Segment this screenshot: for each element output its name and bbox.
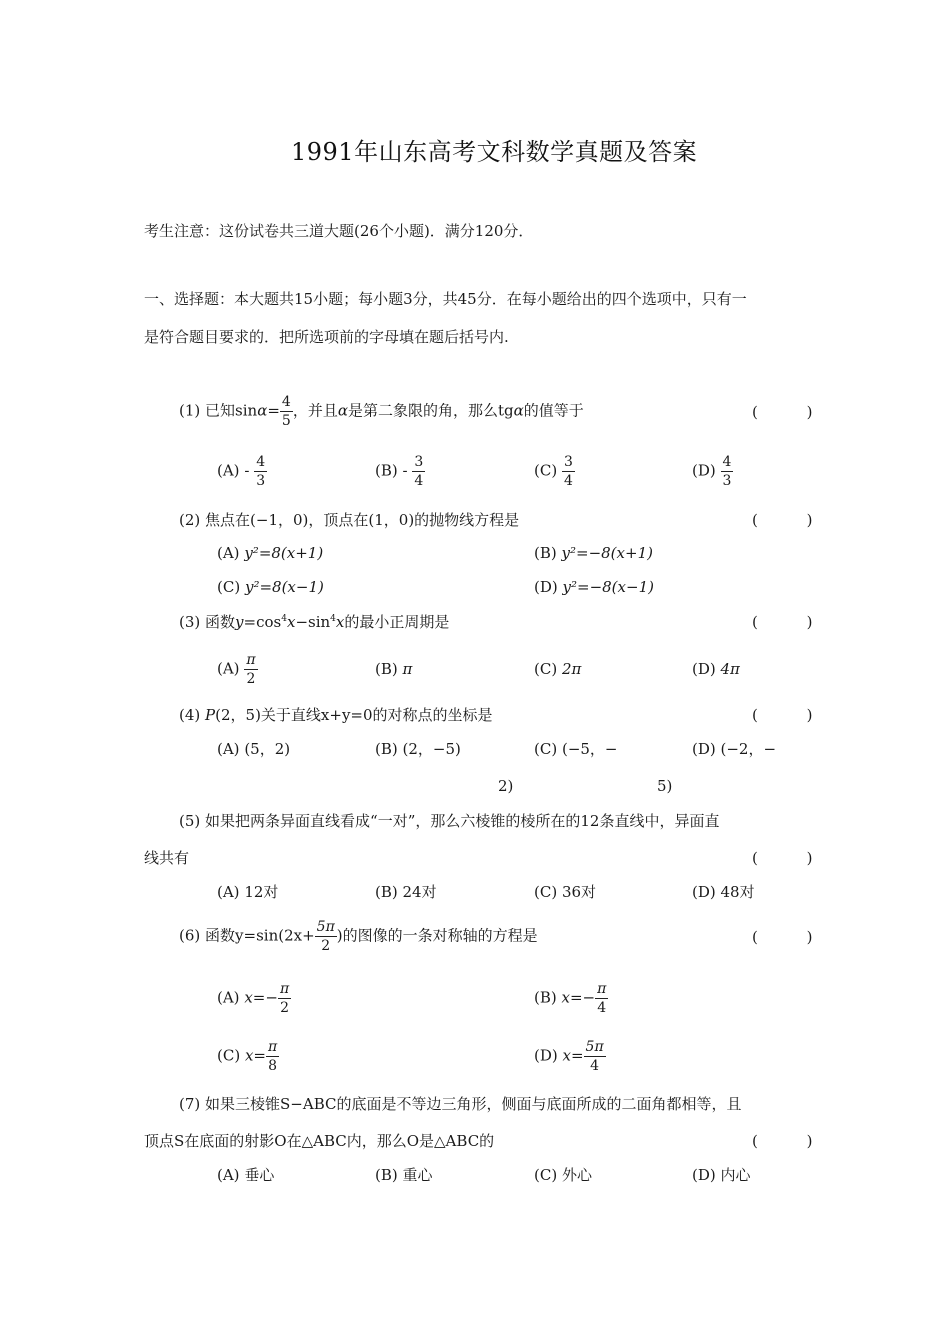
frac-den: 4 [597, 1000, 607, 1016]
q6-fraction [315, 918, 337, 955]
option-text: y²=8(x−1) [244, 578, 324, 596]
q1-answer-blank: ( ) [752, 403, 835, 421]
frac-den: 4 [563, 473, 573, 489]
option-label: (C) [534, 740, 558, 758]
frac-den: 3 [722, 473, 732, 489]
question-6 [179, 918, 538, 955]
option-sign: - [402, 461, 408, 480]
option-text: y²=−8(x+1) [561, 544, 653, 562]
option-label: (D) [692, 883, 716, 901]
q3-option-b [375, 659, 412, 679]
option-label: (C) [217, 578, 241, 596]
option-text: 4π [720, 660, 740, 678]
section1-line1: 一、选择题：本大题共15小题；每小题3分，共45分．在每小题给出的四个选项中，只有一 [144, 290, 747, 308]
option-text: 12对 [244, 883, 279, 901]
option-label: (C) [534, 1166, 558, 1184]
q3-power2: 4 [330, 614, 336, 624]
q6-option-c [217, 1038, 279, 1075]
frac-num: 3 [563, 454, 573, 470]
q1-mid: ，并且 [292, 401, 338, 420]
q7-option-a [217, 1165, 274, 1185]
option-fraction [721, 453, 734, 490]
q1-option-a [217, 453, 267, 490]
option-label: (A) [217, 544, 240, 562]
q1-eq: = [267, 401, 280, 420]
frac-num: 5π [316, 919, 335, 935]
q2-option-a [217, 543, 323, 563]
q5-number: (5) [179, 812, 201, 830]
option-label: (B) [375, 740, 398, 758]
option-label: (C) [217, 1046, 241, 1065]
q4-answer-blank: ( ) [752, 706, 835, 724]
option-text: (−5，− [561, 740, 618, 758]
q4-option-d-wrap: 5) [657, 777, 673, 795]
q1-alpha3: α [513, 401, 524, 420]
frac-num: π [268, 1039, 278, 1055]
exam-notice: 考生注意：这份试卷共三道大题(26个小题)．满分120分． [144, 222, 534, 240]
frac-den: 8 [268, 1058, 278, 1074]
q7-option-c [534, 1165, 592, 1185]
q3-post: 的最小正周期是 [344, 613, 450, 631]
option-text: y²=8(x+1) [244, 544, 324, 562]
question-5 [179, 811, 719, 831]
frac-num: 5π [585, 1039, 604, 1055]
q4-text: (2，5)关于直线x+y=0的对称点的坐标是 [215, 706, 493, 724]
frac-num: π [279, 981, 290, 997]
q2-answer-blank: ( ) [752, 511, 835, 529]
option-fraction [244, 651, 257, 688]
q2-text: 焦点在(−1，0)，顶点在(1，0)的抛物线方程是 [205, 511, 520, 529]
q7-number: (7) [179, 1095, 201, 1113]
option-label: (C) [534, 883, 558, 901]
q3-option-c [534, 659, 581, 679]
q6-number: (6) [179, 926, 201, 945]
q2-option-c [217, 577, 324, 597]
option-label: (D) [534, 578, 558, 596]
option-pre: x=− [561, 988, 596, 1007]
option-text: 垂心 [244, 1166, 275, 1184]
option-text: 24对 [402, 883, 437, 901]
option-fraction [412, 453, 425, 490]
section1-line2: 是符合题目要求的．把所选项前的字母填在题后括号内. [144, 328, 509, 346]
option-label: (D) [534, 1046, 558, 1065]
option-fraction [595, 980, 608, 1017]
option-label: (B) [534, 544, 557, 562]
q3-cos: =cos [243, 613, 282, 631]
q5-answer-blank: ( ) [752, 849, 835, 867]
q1-option-c [534, 453, 575, 490]
option-fraction [254, 453, 267, 490]
q5-option-b [375, 882, 437, 902]
q3-x1: x [286, 613, 296, 631]
q7-option-b [375, 1165, 433, 1185]
option-fraction [562, 453, 575, 490]
option-label: (B) [375, 461, 398, 480]
option-label: (A) [217, 740, 240, 758]
q5-line1: 如果把两条异面直线看成“一对”，那么六棱锥的棱所在的12条直线中，异面直 [205, 812, 720, 830]
option-pre: x=− [244, 988, 278, 1007]
q4-number: (4) [179, 706, 201, 724]
frac-num: 4 [256, 454, 266, 470]
option-text: (5，2) [244, 740, 291, 758]
question-1 [179, 393, 584, 430]
option-text: (−2，− [720, 740, 777, 758]
q1-option-b [375, 453, 425, 490]
q7-option-d [692, 1165, 751, 1185]
option-text: 2π [561, 660, 582, 678]
option-text: 36对 [561, 883, 597, 901]
option-fraction [278, 980, 291, 1017]
option-label: (B) [375, 883, 398, 901]
option-text: π [402, 660, 413, 678]
q1-mid2: 是第二象限的角，那么tg [347, 401, 514, 420]
option-label: (D) [692, 740, 716, 758]
q5-option-a [217, 882, 278, 902]
option-label: (D) [692, 660, 716, 678]
q3-number: (3) [179, 613, 201, 631]
option-label: (B) [375, 660, 398, 678]
q3-option-d [692, 659, 740, 679]
question-3 [179, 612, 449, 632]
q7-line1: 如果三棱锥S−ABC的底面是不等边三角形，侧面与底面所成的二面角都相等，且 [205, 1095, 742, 1113]
q3-power1: 4 [281, 614, 287, 624]
option-label: (A) [217, 883, 240, 901]
q5-option-c [534, 882, 596, 902]
q4-option-a [217, 739, 290, 759]
q2-option-d [534, 577, 654, 597]
option-sign: - [244, 461, 250, 480]
question-4 [179, 705, 493, 725]
option-label: (C) [534, 461, 558, 480]
q1-frac-den: 5 [281, 413, 291, 429]
frac-den: 4 [590, 1058, 600, 1074]
q3-pre: 函数 [205, 613, 236, 631]
option-label: (D) [692, 461, 716, 480]
option-fraction [266, 1038, 279, 1075]
option-label: (B) [375, 1166, 398, 1184]
q1-frac-num: 4 [281, 394, 291, 410]
q7-line2: 顶点S在底面的射影O在△ABC内，那么O是△ABC的 [144, 1132, 495, 1150]
q4-option-d [692, 739, 776, 759]
option-text: 重心 [402, 1166, 433, 1184]
option-label: (A) [217, 659, 240, 678]
option-label: (A) [217, 988, 240, 1007]
option-label: (D) [692, 1166, 716, 1184]
option-text: 外心 [561, 1166, 592, 1184]
option-label: (B) [534, 988, 557, 1007]
q4-option-c-wrap: 2) [498, 777, 514, 795]
q3-y: y [235, 613, 244, 631]
q5-line2: 线共有 [144, 849, 190, 867]
q2-number: (2) [179, 511, 201, 529]
option-text: 48对 [720, 883, 755, 901]
q4-option-b [375, 739, 461, 759]
frac-num: π [246, 652, 256, 668]
q6-post: )的图像的一条对称轴的方程是 [336, 926, 538, 945]
q5-option-d [692, 882, 755, 902]
frac-num: π [597, 981, 607, 997]
question-2 [179, 510, 519, 530]
page-title: 1991年山东高考文科数学真题及答案 [291, 138, 698, 166]
q6-answer-blank: ( ) [752, 928, 835, 946]
q1-pre: 已知sin [205, 401, 258, 420]
option-label: (A) [217, 1166, 240, 1184]
q1-option-d [692, 453, 733, 490]
q1-alpha2: α [337, 401, 348, 420]
q6-option-a [217, 980, 291, 1017]
q3-answer-blank: ( ) [752, 613, 835, 631]
frac-den: 4 [414, 473, 424, 489]
frac-den: 2 [280, 1000, 289, 1016]
frac-den: 3 [256, 473, 266, 489]
option-text: 内心 [720, 1166, 751, 1184]
question-7 [179, 1094, 742, 1114]
q4-option-c [534, 739, 618, 759]
option-text: (2，−5) [402, 740, 461, 758]
frac-num: 4 [722, 454, 732, 470]
q1-alpha: α [257, 401, 268, 420]
q1-post: 的值等于 [523, 401, 584, 420]
q2-option-b [534, 543, 653, 563]
q3-x2: x [335, 613, 345, 631]
frac-den: 2 [246, 671, 256, 687]
option-label: (A) [217, 461, 240, 480]
q6-option-b [534, 980, 608, 1017]
option-fraction [584, 1038, 606, 1075]
frac-num: 3 [414, 454, 424, 470]
q7-answer-blank: ( ) [752, 1132, 835, 1150]
frac-den: 2 [321, 938, 331, 954]
option-label: (C) [534, 660, 558, 678]
option-pre: x= [562, 1046, 584, 1065]
q6-pre: 函数y=sin(2x+ [205, 926, 315, 945]
q4-point: P [205, 706, 216, 724]
q1-number: (1) [179, 401, 201, 420]
q1-fraction [280, 393, 293, 430]
option-pre: x= [244, 1046, 266, 1065]
q3-sin: −sin [295, 613, 331, 631]
option-text: y²=−8(x−1) [562, 578, 654, 596]
q3-option-a [217, 651, 258, 688]
q6-option-d [534, 1038, 606, 1075]
